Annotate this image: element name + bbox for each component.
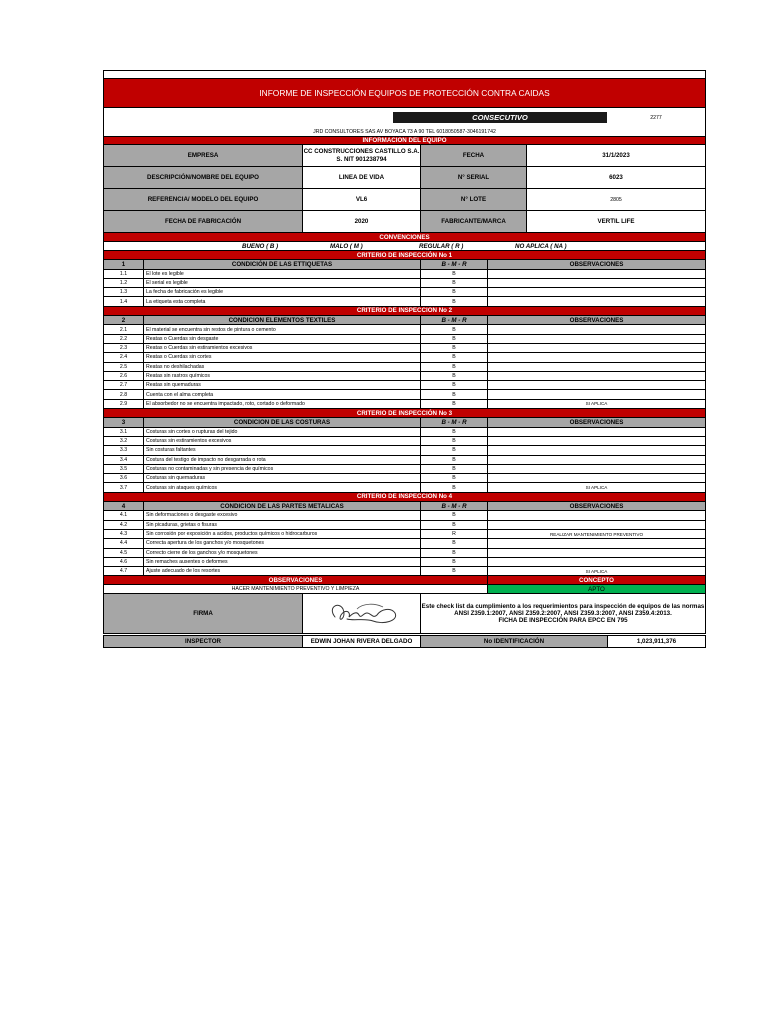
consecutivo-row <box>103 108 706 127</box>
inspection-item-row <box>103 558 706 567</box>
item-description: Costuras sin ataques químicos <box>144 483 421 492</box>
item-description: Reatas sin rastros químicos <box>144 372 421 381</box>
inspection-item-row <box>103 456 706 465</box>
item-number: 1.1 <box>104 270 144 279</box>
item-rating: B <box>421 511 488 520</box>
item-number: 3.4 <box>104 456 144 465</box>
convenciones-header: CONVENCIONES <box>104 233 705 242</box>
lote-label: N° LOTE <box>421 189 527 211</box>
fabricacion-value: 2020 <box>303 211 421 233</box>
item-observation <box>488 437 705 446</box>
inspection-item-row <box>103 335 706 344</box>
convenciones-header-row <box>103 233 706 242</box>
item-number: 3.3 <box>104 446 144 455</box>
inspection-form <box>103 70 706 648</box>
concepto-header: CONCEPTO <box>488 576 705 585</box>
item-observation <box>488 428 705 437</box>
item-description: El material se encuentra sin restos de pintura o cemento <box>144 325 421 334</box>
item-description: El serial es legible <box>144 279 421 288</box>
inspection-item-row <box>103 446 706 455</box>
observaciones-col-header: OBSERVACIONES <box>488 418 705 427</box>
item-rating: B <box>421 539 488 548</box>
inspection-item-row <box>103 372 706 381</box>
item-description: Costura del testigo de impacto no desgarrada o rota <box>144 456 421 465</box>
item-rating: B <box>421 456 488 465</box>
item-rating: B <box>421 465 488 474</box>
item-observation <box>488 381 705 390</box>
item-description: Sin corrosión por exposición a acidos, productos químicos o hidrocarburos <box>144 530 421 539</box>
inspection-item-row <box>103 465 706 474</box>
item-description: La etiqueta esta completa <box>144 297 421 306</box>
compliance-line-3: FICHA DE INSPECCIÓN PARA EPCC EN 795 <box>498 617 628 625</box>
item-number: 3.1 <box>104 428 144 437</box>
item-description: Correcto cierre de los ganchos y/o mosquetones <box>144 549 421 558</box>
item-observation <box>488 446 705 455</box>
criterio-header: CRITERIO DE INSPECCIÓN No 1 <box>104 251 705 260</box>
item-observation <box>488 558 705 567</box>
item-observation <box>488 465 705 474</box>
item-observation <box>488 474 705 483</box>
item-observation <box>488 363 705 372</box>
lote-value: 2805 <box>527 189 705 211</box>
item-number: 4.1 <box>104 511 144 520</box>
inspection-item-row <box>103 567 706 576</box>
inspector-label: INSPECTOR <box>104 636 303 648</box>
serial-label: N° SERIAL <box>421 167 527 189</box>
item-number: 2.4 <box>104 353 144 362</box>
item-description: Costuras no contaminadas y sin presencia de químicos <box>144 465 421 474</box>
empresa-value: CC CONSTRUCCIONES CASTILLO S.A. S. NIT 901238794 <box>303 145 421 167</box>
item-rating: B <box>421 428 488 437</box>
firma-label: FIRMA <box>104 594 303 634</box>
item-rating: B <box>421 483 488 492</box>
item-description: Reatas o Cuerdas sin cortes <box>144 353 421 362</box>
item-description: Cuenta con el alma completa <box>144 390 421 399</box>
conv-malo: MALO ( M ) <box>330 242 363 250</box>
item-description: Reatas o Cuerdas sin desgaste <box>144 335 421 344</box>
item-number: 2.2 <box>104 335 144 344</box>
inspection-item-row <box>103 325 706 334</box>
item-rating: B <box>421 335 488 344</box>
item-number: 2.5 <box>104 363 144 372</box>
inspection-item-row <box>103 390 706 399</box>
criterio-row <box>103 409 706 418</box>
item-description: Reatas sin quemaduras <box>144 381 421 390</box>
item-number: 4.5 <box>104 549 144 558</box>
inspection-item-row <box>103 530 706 539</box>
signature <box>303 594 421 634</box>
referencia-value: VL6 <box>303 189 421 211</box>
criterio-header: CRITERIO DE INSPECCIÓN No 2 <box>104 307 705 316</box>
item-rating: B <box>421 400 488 409</box>
consecutivo-label: CONSECUTIVO <box>393 112 607 123</box>
item-rating: B <box>421 270 488 279</box>
inspection-item-row <box>103 549 706 558</box>
item-rating: B <box>421 363 488 372</box>
item-number: 2.3 <box>104 344 144 353</box>
section-number: 3 <box>104 418 144 427</box>
item-observation <box>488 372 705 381</box>
fecha-value: 31/1/2023 <box>527 145 705 167</box>
item-observation <box>488 335 705 344</box>
section-number: 1 <box>104 260 144 269</box>
inspection-item-row <box>103 437 706 446</box>
section-number: 2 <box>104 316 144 325</box>
referencia-label: REFERENCIA/ MODELO DEL EQUIPO <box>104 189 303 211</box>
item-rating: B <box>421 297 488 306</box>
conv-regular: REGULAR ( R ) <box>419 242 464 250</box>
company-row <box>103 127 706 136</box>
item-rating: B <box>421 279 488 288</box>
item-number: 3.7 <box>104 483 144 492</box>
observaciones-col-header: OBSERVACIONES <box>488 260 705 269</box>
inspector-name: EDWIN JOHAN RIVERA DELGADO <box>303 636 421 648</box>
item-description: Ajuste adecuado de los resortes <box>144 567 421 576</box>
descripcion-label: DESCRIPCIÓN/NOMBRE DEL EQUIPO <box>104 167 303 189</box>
section-header-row <box>103 260 706 269</box>
item-observation <box>488 521 705 530</box>
inspection-item-row <box>103 353 706 362</box>
conv-bueno: BUENO ( B ) <box>242 242 279 250</box>
item-observation <box>488 288 705 297</box>
inspection-item-row <box>103 279 706 288</box>
inspection-item-row <box>103 428 706 437</box>
info-header-row <box>103 136 706 145</box>
title-row <box>103 79 706 108</box>
compliance-line-1: Este check list da cumplimiento a los requerimientos para inspección de equipos de las normas <box>421 603 705 611</box>
bmr-header: B - M - R <box>421 502 488 511</box>
item-number: 4.3 <box>104 530 144 539</box>
item-description: Costuras sin quemaduras <box>144 474 421 483</box>
item-rating: B <box>421 567 488 576</box>
obs-concepto-row <box>103 585 706 594</box>
item-description: Sin remaches ausentes o deformes <box>144 558 421 567</box>
item-rating: R <box>421 530 488 539</box>
empresa-label: EMPRESA <box>104 145 303 167</box>
inspection-item-row <box>103 297 706 306</box>
item-description: Sin costuras faltantes <box>144 446 421 455</box>
fabricacion-label: FECHA DE FABRICACIÓN <box>104 211 303 233</box>
item-observation <box>488 549 705 558</box>
item-observation <box>488 344 705 353</box>
item-observation: SI APLICA <box>488 483 705 492</box>
form-title: INFORME DE INSPECCIÓN EQUIPOS DE PROTECCIÓN CONTRA CAIDAS <box>104 79 705 108</box>
item-rating: B <box>421 288 488 297</box>
descripcion-value: LINEA DE VIDA <box>303 167 421 189</box>
criterio-row <box>103 493 706 502</box>
item-description: Costuras sin estiramientos excesivos <box>144 437 421 446</box>
item-observation <box>488 325 705 334</box>
item-observation: SI APLICA <box>488 400 705 409</box>
item-number: 4.4 <box>104 539 144 548</box>
inspection-item-row <box>103 511 706 520</box>
item-rating: B <box>421 437 488 446</box>
conv-no-aplica: NO APLICA ( NA ) <box>515 242 567 250</box>
info-header: INFORMACIÓN DEL EQUIPO <box>104 137 705 145</box>
criterio-row <box>103 307 706 316</box>
item-number: 2.7 <box>104 381 144 390</box>
item-number: 4.6 <box>104 558 144 567</box>
item-rating: B <box>421 521 488 530</box>
obs-concepto-header-row <box>103 576 706 585</box>
item-description: El absorbedor no se encuentra impactado, roto, cortado o deformado <box>144 400 421 409</box>
item-description: Sin deformaciones o desgaste excesivo <box>144 511 421 520</box>
signature-drawing <box>317 597 407 631</box>
item-rating: B <box>421 549 488 558</box>
inspection-sections <box>103 251 706 576</box>
fabricante-label: FABRICANTE/MARCA <box>421 211 527 233</box>
info-row-empresa <box>103 145 706 167</box>
section-header-row <box>103 316 706 325</box>
serial-value: 6023 <box>527 167 705 189</box>
bmr-header: B - M - R <box>421 316 488 325</box>
inspection-item-row <box>103 521 706 530</box>
criterio-row <box>103 251 706 260</box>
item-observation <box>488 456 705 465</box>
item-number: 1.2 <box>104 279 144 288</box>
consecutivo-value: 2277 <box>650 114 662 121</box>
info-row-fabricacion <box>103 211 706 233</box>
item-observation <box>488 297 705 306</box>
section-header-row <box>103 502 706 511</box>
item-description: Costuras sin cortes o rupturas del tejido <box>144 428 421 437</box>
item-number: 2.6 <box>104 372 144 381</box>
section-number: 4 <box>104 502 144 511</box>
inspection-item-row <box>103 483 706 492</box>
fabricante-value: VERTIL LIFE <box>527 211 705 233</box>
item-observation <box>488 390 705 399</box>
inspection-item-row <box>103 400 706 409</box>
observaciones-col-header: OBSERVACIONES <box>488 502 705 511</box>
compliance-text <box>421 594 705 634</box>
inspection-item-row <box>103 288 706 297</box>
item-number: 2.1 <box>104 325 144 334</box>
criterio-header: CRITERIO DE INSPECCIÓN No 4 <box>104 493 705 502</box>
id-value: 1,023,911,376 <box>608 636 705 648</box>
item-rating: B <box>421 353 488 362</box>
item-observation <box>488 539 705 548</box>
item-rating: B <box>421 325 488 334</box>
section-title: CONDICION DE LAS PARTES METALICAS <box>144 502 421 511</box>
item-observation <box>488 353 705 362</box>
item-description: Reatas o Cuerdas sin estiramientos excesivos <box>144 344 421 353</box>
inspection-item-row <box>103 381 706 390</box>
item-observation: SI APLICA <box>488 567 705 576</box>
inspection-item-row <box>103 270 706 279</box>
id-label: No IDENTIFICACIÓN <box>421 636 608 648</box>
item-description: Correcta apertura de los ganchos y/o mosquetones <box>144 539 421 548</box>
company-line: JRD CONSULTORES SAS AV BOYACA 73 A 90 TEL 6018050587-3046191742 <box>313 128 496 135</box>
convenciones-row <box>103 242 706 251</box>
item-number: 4.7 <box>104 567 144 576</box>
item-observation <box>488 279 705 288</box>
item-observation: REALIZAR MANTENIMIENTO PREVENTIVO <box>488 530 705 539</box>
inspection-item-row <box>103 539 706 548</box>
inspection-item-row <box>103 344 706 353</box>
concepto-value: APTO <box>488 585 705 594</box>
item-number: 2.9 <box>104 400 144 409</box>
criterio-header: CRITERIO DE INSPECCIÓN No 3 <box>104 409 705 418</box>
bmr-header: B - M - R <box>421 260 488 269</box>
section-header-row <box>103 418 706 427</box>
item-number: 3.5 <box>104 465 144 474</box>
item-rating: B <box>421 446 488 455</box>
item-rating: B <box>421 390 488 399</box>
firma-row <box>103 594 706 634</box>
info-row-descripcion <box>103 167 706 189</box>
inspection-item-row <box>103 474 706 483</box>
item-observation <box>488 511 705 520</box>
fecha-label: FECHA <box>421 145 527 167</box>
inspection-item-row <box>103 363 706 372</box>
observaciones-text: HACER MANTENIMIENTO PREVENTIVO Y LIMPIEZA <box>104 585 488 594</box>
item-number: 1.3 <box>104 288 144 297</box>
item-description: Reatas no deshilachadas <box>144 363 421 372</box>
info-row-referencia <box>103 189 706 211</box>
section-title: CONDICION ELEMENTOS TEXTILES <box>144 316 421 325</box>
item-rating: B <box>421 372 488 381</box>
item-number: 1.4 <box>104 297 144 306</box>
item-number: 3.2 <box>104 437 144 446</box>
item-observation <box>488 270 705 279</box>
item-rating: B <box>421 474 488 483</box>
item-rating: B <box>421 344 488 353</box>
inspector-row <box>103 635 706 648</box>
item-rating: B <box>421 381 488 390</box>
item-number: 2.8 <box>104 390 144 399</box>
observaciones-col-header: OBSERVACIONES <box>488 316 705 325</box>
item-number: 3.6 <box>104 474 144 483</box>
observaciones-header: OBSERVACIONES <box>104 576 488 585</box>
compliance-line-2: ANSI Z359.1:2007, ANSI Z359.2:2007, ANSI Z359.3:2007, ANSI Z359.4:2013. <box>454 610 672 618</box>
section-title: CONDICION DE LAS COSTURAS <box>144 418 421 427</box>
top-strip <box>103 70 706 79</box>
item-description: Sin picaduras, grietas o fisuras <box>144 521 421 530</box>
section-title: CONDICIÓN DE LAS ETTIQUETAS <box>144 260 421 269</box>
item-description: La fecha de fabricación es legible <box>144 288 421 297</box>
item-rating: B <box>421 558 488 567</box>
item-description: El lote es legible <box>144 270 421 279</box>
bmr-header: B - M - R <box>421 418 488 427</box>
item-number: 4.2 <box>104 521 144 530</box>
